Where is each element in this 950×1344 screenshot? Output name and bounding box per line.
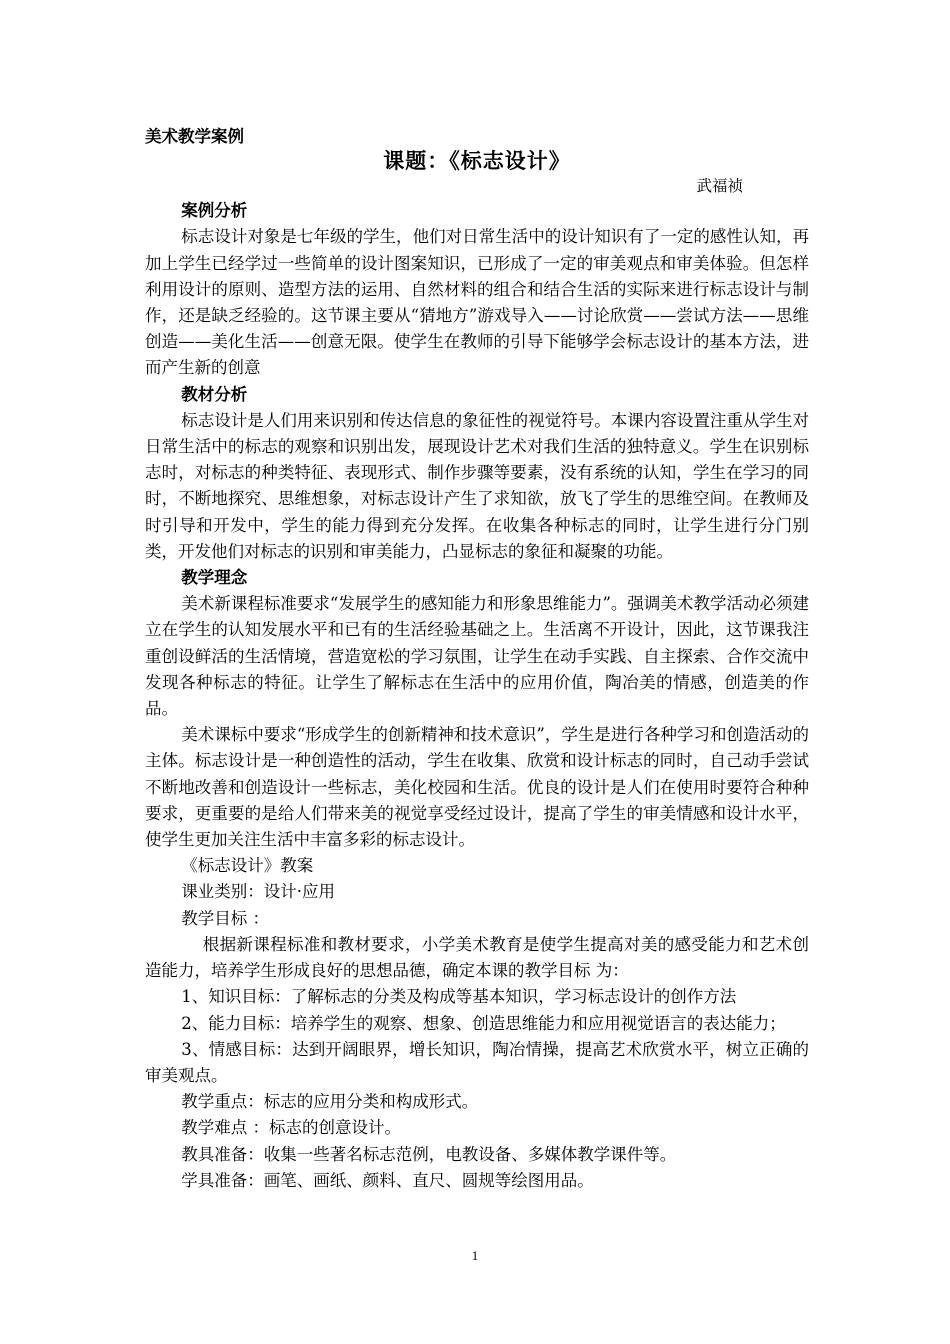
- plan-goal-2: 2、能力目标：培养学生的观察、想象、创造思维能力和应用视觉语言的表达能力；: [181, 1013, 786, 1033]
- teaching-concept-heading: 教学理念: [181, 568, 248, 588]
- plan-key-point: 教学重点：标志的应用分类和构成形式。: [181, 1092, 479, 1112]
- plan-category: 课业类别：设计·应用: [181, 882, 336, 902]
- header-label: 美术教学案例: [145, 127, 244, 146]
- case-analysis-heading: 案例分析: [181, 201, 248, 221]
- plan-teacher-tools: 教具准备：收集一些著名标志范例，电教设备、多媒体教学课件等。: [181, 1144, 677, 1164]
- document-body: [145, 124, 809, 1194]
- page-title: 课题：《标志设计》: [383, 148, 571, 174]
- plan-goal-3: 3、情感目标：达到开阔眼界，增长知识，陶冶情操，提高艺术欣赏水平，树立正确的审美观点。: [145, 1039, 809, 1085]
- author-name: 武福祯: [696, 177, 743, 196]
- material-analysis-text: 标志设计是人们用来识别和传达信息的象征性的视觉符号。本课内容设置注重从学生对日常生活中的标志的观察和识别出发，展现设计艺术对我们生活的独特意义。学生在识别标志时，对标志的种类特征、表现形式、制作步骤等要素，没有系统的认知，学生在学习的同时，不断地探究、思维想象，对标志设计产生了求知欲，放飞了学生的思维空间。在教师及时引导和开发中，学生的能力得到充分发挥。在收集各种标志的同时，让学生进行分门别类，开发他们对标志的识别和审美能力，凸显标志的象征和凝聚的功能。: [145, 410, 809, 561]
- plan-goals-label: 教学目标 ：: [181, 908, 270, 928]
- teaching-concept-text-1: 美术新课程标准要求“发展学生的感知能力和形象思维能力”。强调美术教学活动必须建立在学生的认知发展水平和已有的生活经验基础之上。生活离不开设计，因此，这节课我注重创设鲜活的生活情境，营造宽松的学习氛围，让学生在动手实践、自主探索、合作交流中发现各种标志的特征。让学生了解标志在生活中的应用价值，陶冶美的情感，创造美的作品。: [145, 594, 809, 719]
- page-number: 1: [471, 1248, 479, 1263]
- case-analysis-text: 标志设计对象是七年级的学生，他们对日常生活中的设计知识有了一定的感性认知，再加上学生已经学过一些简单的设计图案知识，已形成了一定的审美观点和审美体验。但怎样利用设计的原则、造型方法的运用、自然材料的组合和结合生活的实际来进行标志设计与制作，还是缺乏经验的。这节课主要从“猜地方”游戏导入——讨论欣赏——尝试方法——思维创造——美化生活——创意无限。使学生在教师的引导下能够学会标志设计的基本方法，进而产生新的创意: [145, 227, 809, 378]
- teaching-concept-text-2: 美术课标中要求“形成学生的创新精神和技术意识”，学生是进行各种学习和创造活动的主体。标志设计是一种创造性的活动，学生在收集、欣赏和设计标志的同时，自己动手尝试不断地改善和创造设计一些标志，美化校园和生活。优良的设计是人们在使用时要符合种种要求，更重要的是给人们带来美的视觉享受经过设计，提高了学生的审美情感和设计水平，使学生更加关注生活中丰富多彩的标志设计。: [145, 725, 809, 850]
- material-analysis-heading: 教材分析: [181, 384, 248, 404]
- plan-goal-1: 1、知识目标：了解标志的分类及构成等基本知识，学习标志设计的创作方法: [181, 987, 737, 1007]
- plan-difficulty: 教学难点 ：标志的创意设计。: [181, 1118, 402, 1138]
- plan-student-tools: 学具准备：画笔、画纸、颜料、直尺、圆规等绘图用品。: [181, 1170, 594, 1190]
- plan-title: 《标志设计》教案: [181, 856, 314, 876]
- plan-goals-intro: 根据新课程标准和教材要求，小学美术教育是使学生提高对美的感受能力和艺术创造能力，培养学生形成良好的思想品德，确定本课的教学目标 为：: [145, 934, 809, 981]
